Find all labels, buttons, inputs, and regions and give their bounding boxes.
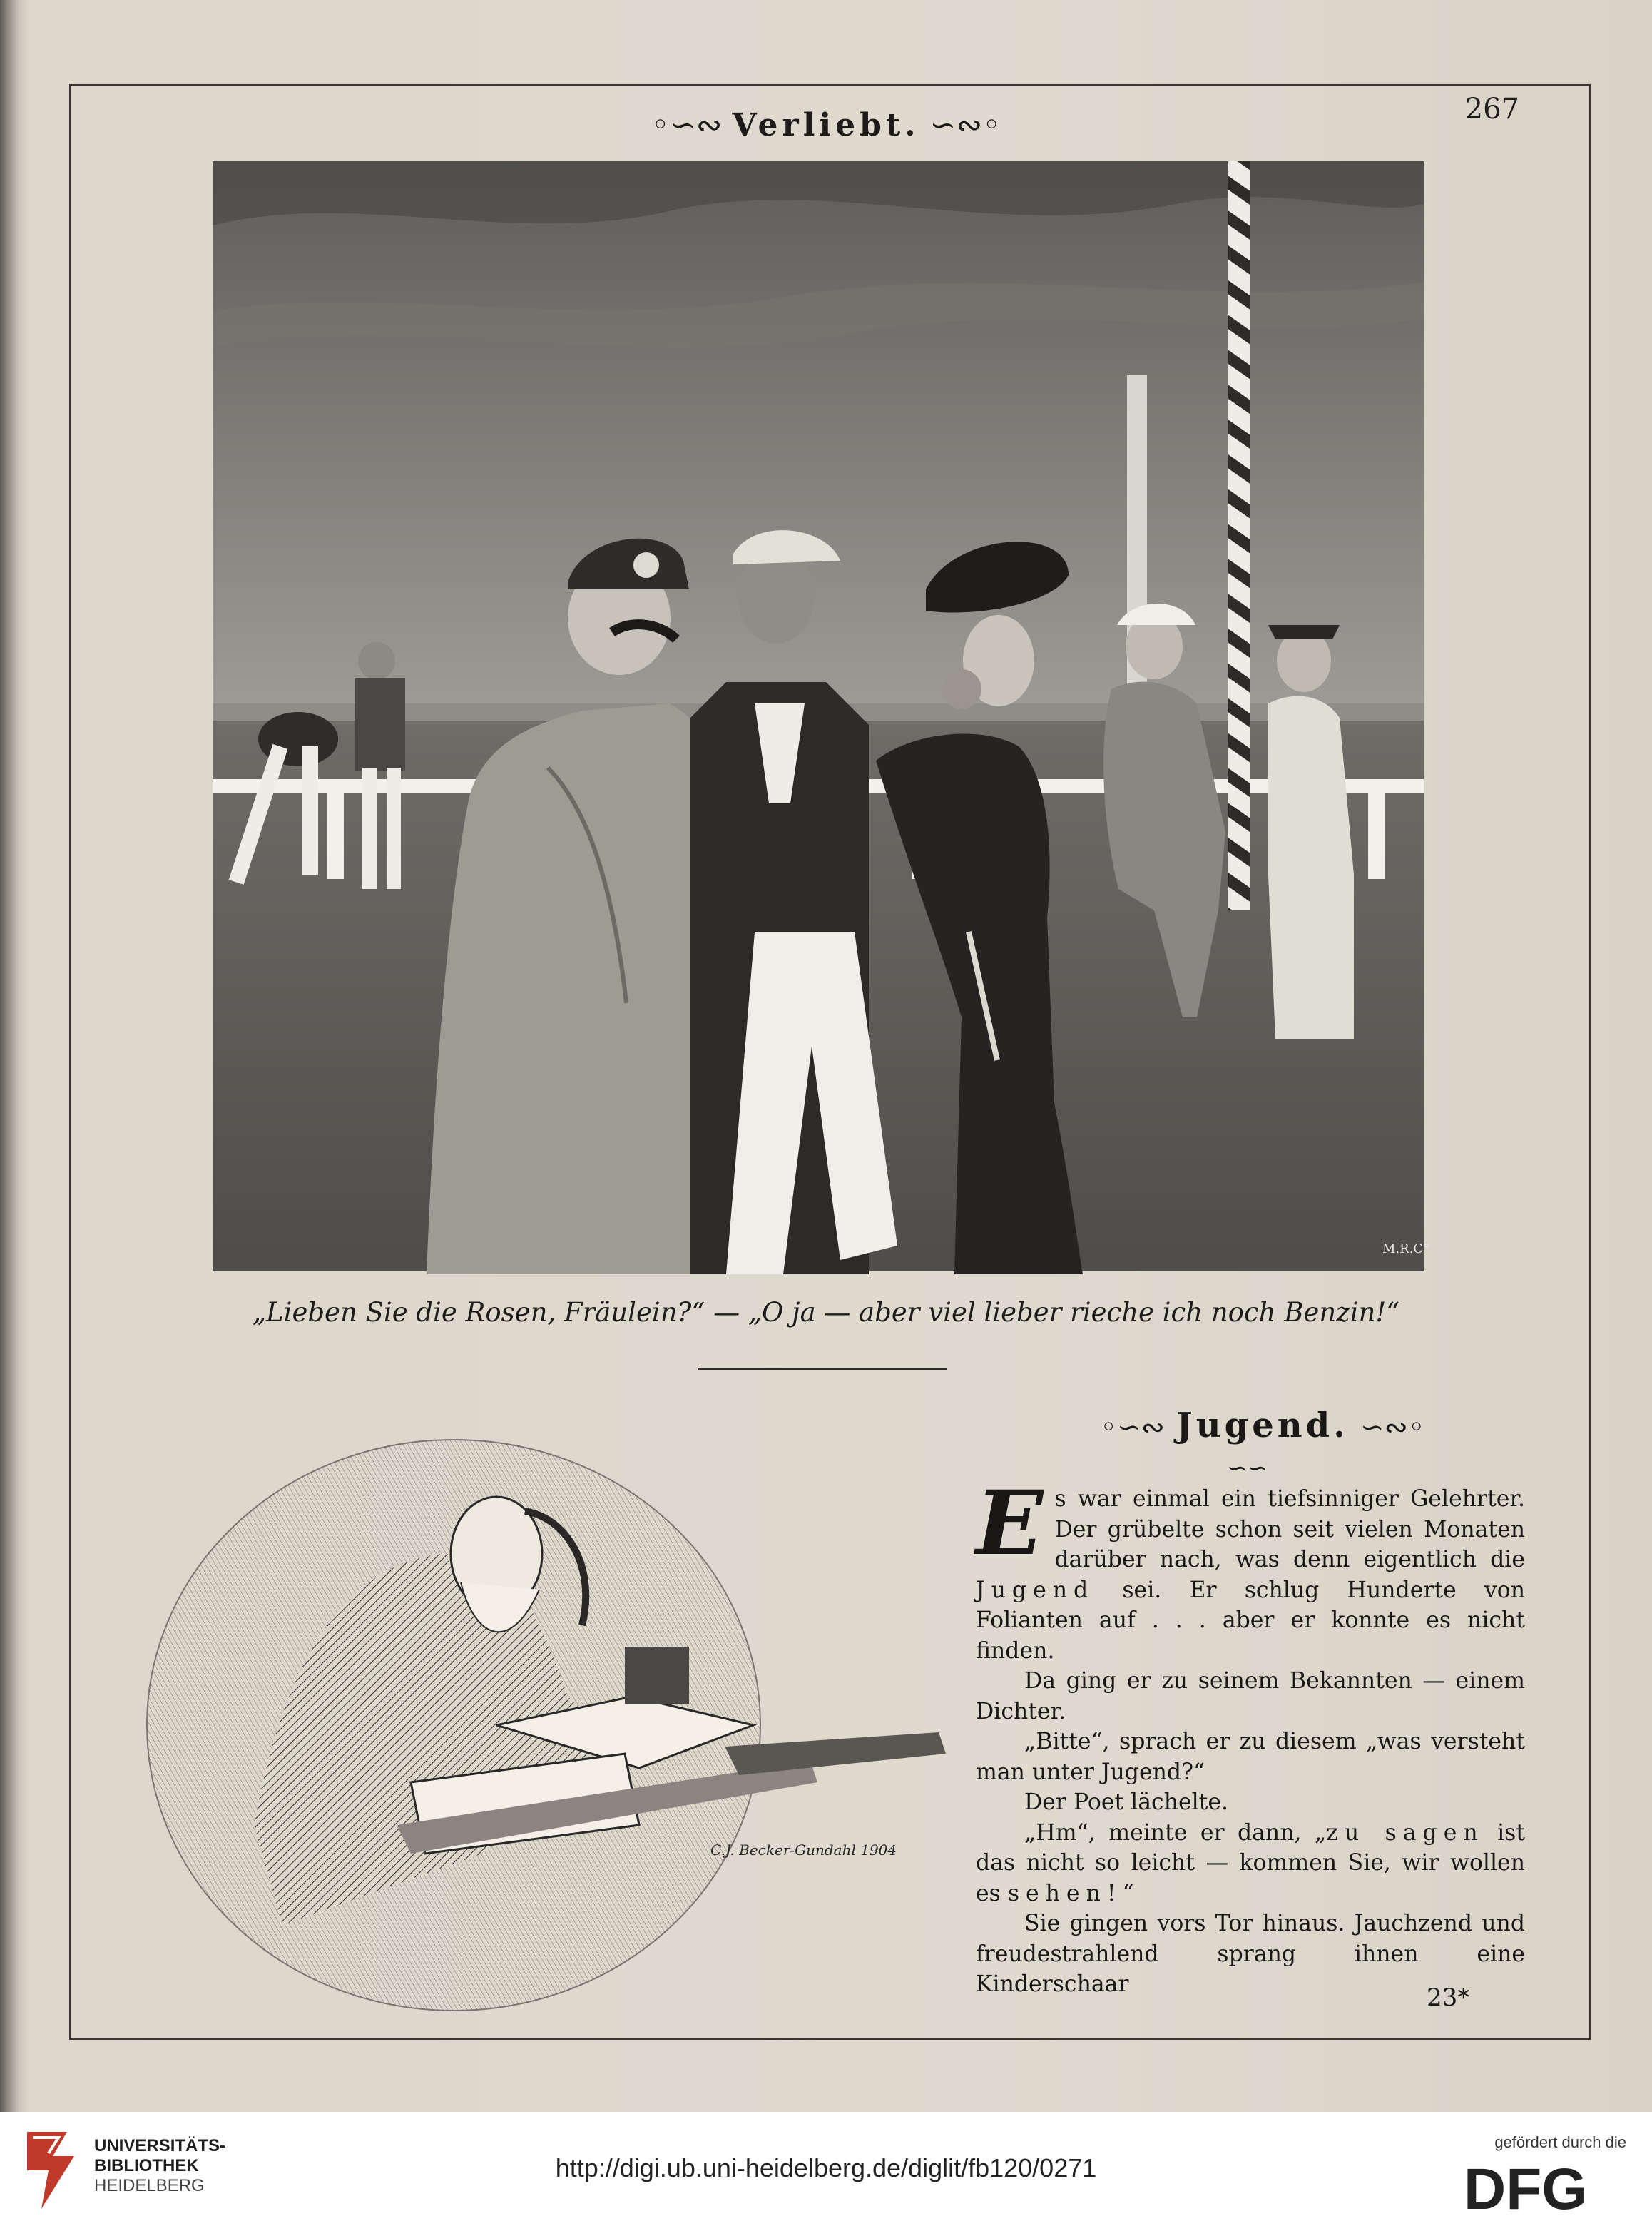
drop-cap: E	[976, 1472, 1044, 1575]
title-right-ornament-icon: ∽∾◦	[1360, 1411, 1425, 1444]
cartoon-caption: „Lieben Sie die Rosen, Fräulein?“ — „O ja — aber viel lieber rieche ich noch Benzin!“	[252, 1297, 1400, 1328]
right-ornament-icon: ∽∾◦	[929, 107, 1001, 143]
article-title-block	[970, 1406, 1555, 1445]
paragraph-5: „Hm“, meinte er dann, „zu sagen ist das nicht so leicht — kommen Sie, wir wollen es sehen!“	[976, 1819, 1526, 1906]
emphasis-zu-sagen: zu sagen	[1326, 1819, 1484, 1846]
title-left-ornament-icon: ◦∽∾	[1100, 1411, 1166, 1444]
article-title: Jugend.	[1176, 1406, 1349, 1445]
title-flourish-icon: ∽∽	[1227, 1454, 1268, 1483]
running-head	[0, 107, 1652, 143]
emphasis-jugend: Jugend	[976, 1577, 1095, 1603]
article-body	[976, 1472, 1526, 2000]
paragraph-1: Es war einmal ein tiefsinniger Gelehrter. Der grübelte schon seit vielen Monaten darüber nach, was denn eigentlich die Jugend sei. Er schlug Hunderte von Folianten auf . . . aber er konnte es nicht finden.	[976, 1472, 1525, 1664]
svg-text:DFG: DFG	[1464, 2157, 1588, 2222]
illustration-signature: C.J. Becker-Gundahl 1904	[710, 1841, 897, 1859]
paragraph-6: Sie gingen vors Tor hinaus. Jauchzend und freudestrahlend sprang ihnen eine Kinderschaar	[976, 1911, 1525, 1997]
sheet-signature: 23*	[1427, 1983, 1470, 2012]
plate-mark: M.R.C°	[1382, 1241, 1430, 1256]
left-ornament-icon: ◦∽∾	[651, 107, 723, 143]
funded-by-label: gefördert durch die	[1494, 2133, 1626, 2151]
running-head-title: Verliebt.	[732, 107, 920, 143]
emphasis-sehen: sehen!	[1007, 1880, 1123, 1906]
university-library-name: UNIVERSITÄTS- BIBLIOTHEK HEIDELBERG	[94, 2136, 226, 2195]
paragraph-4: Der Poet lächelte.	[1024, 1789, 1228, 1815]
paragraph-3: „Bitte“, sprach er zu diesem „was versteht man unter Jugend?“	[976, 1729, 1525, 1785]
dfg-logo-icon	[1464, 2157, 1628, 2222]
permalink-url[interactable]: http://digi.ub.uni-heidelberg.de/diglit/fb120/0271	[555, 2153, 1097, 2182]
viewer-footer	[0, 2112, 1652, 2231]
page-number: 267	[1464, 93, 1519, 126]
cartoon-illustration	[213, 161, 1430, 1271]
paragraph-2: Da ging er zu seinem Bekannten — einem Dichter.	[976, 1668, 1525, 1724]
divider-rule	[698, 1368, 947, 1370]
scholar-illustration	[140, 1425, 950, 2018]
